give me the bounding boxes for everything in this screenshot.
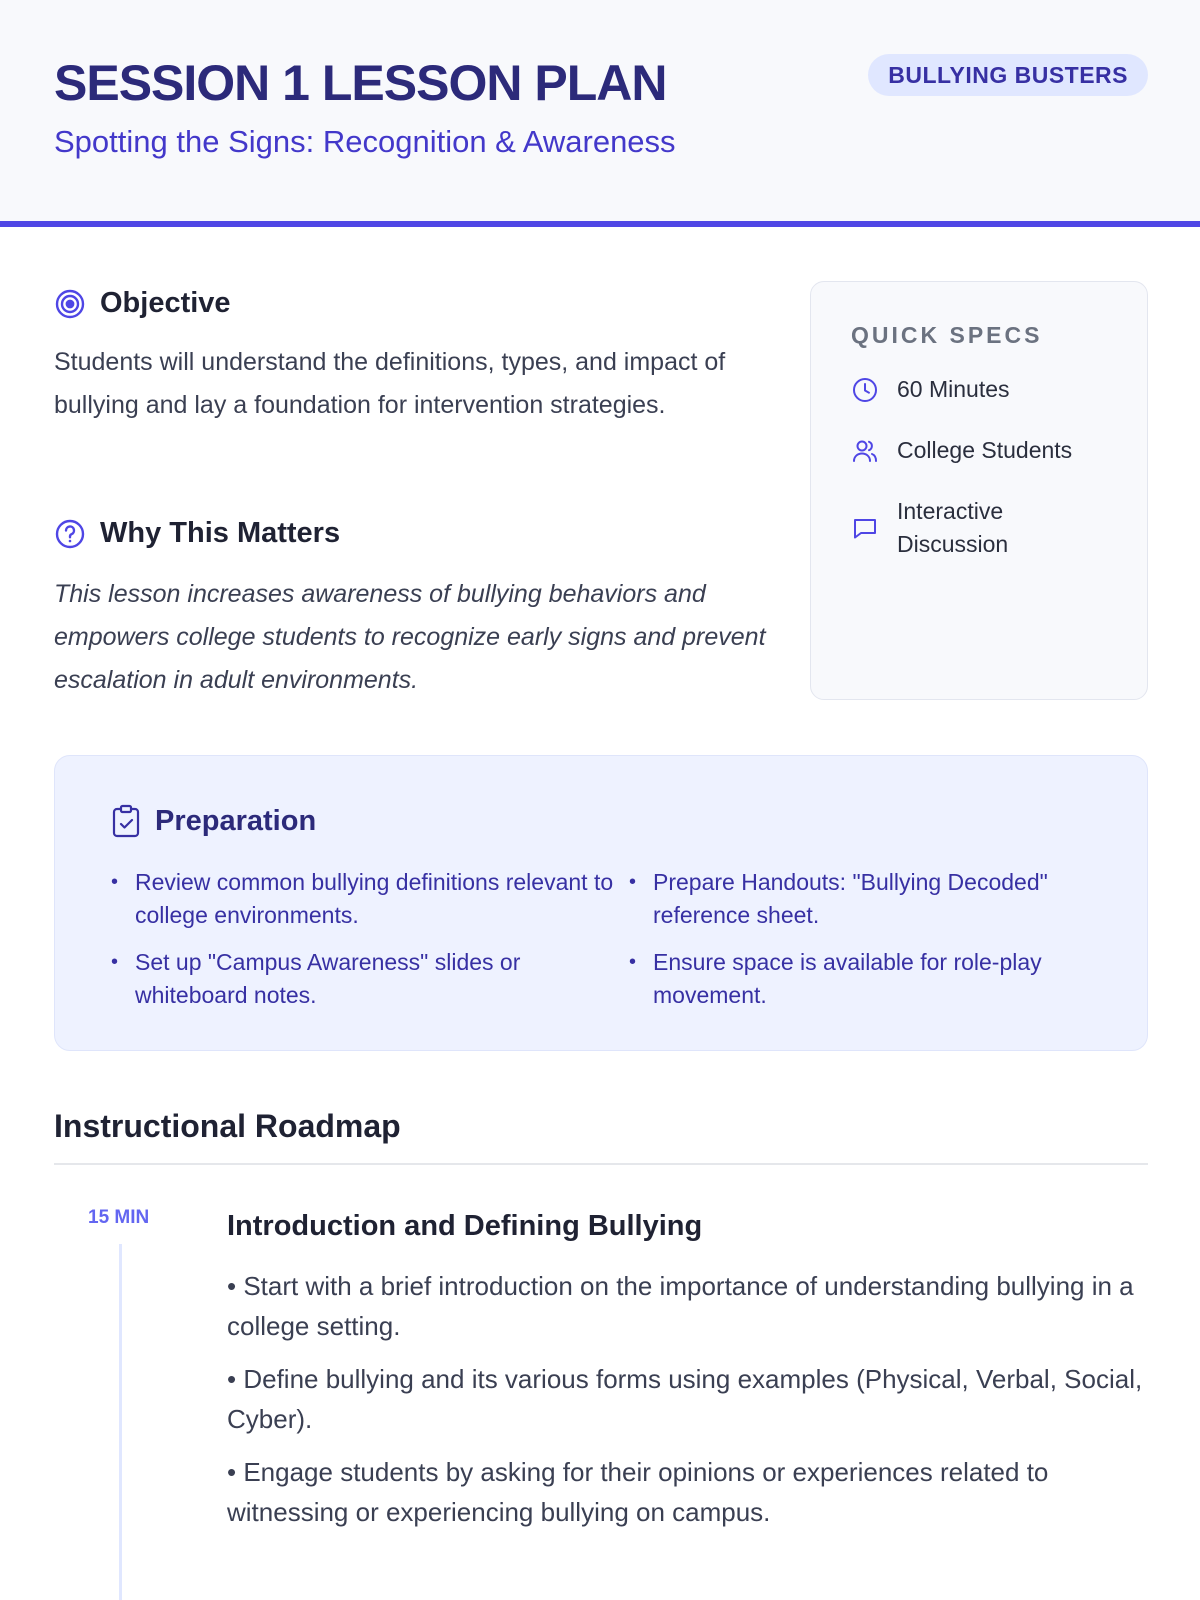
clock-icon — [851, 376, 879, 404]
spec-duration-label: 60 Minutes — [897, 376, 1010, 402]
why-heading-label: Why This Matters — [100, 517, 341, 549]
preparation-heading-label: Preparation — [155, 804, 317, 837]
chat-bubble-icon — [851, 514, 879, 542]
step-title: Introduction and Defining Bullying — [227, 1210, 703, 1242]
spec-format — [851, 495, 1147, 561]
spec-audience — [851, 434, 1147, 467]
list-item: • Start with a brief introduction on the importance of understanding bullying in a college setting. — [227, 1271, 1134, 1341]
program-badge: BULLYING BUSTERS — [868, 54, 1148, 96]
page-header — [0, 0, 1200, 227]
target-icon — [54, 288, 86, 320]
users-icon — [851, 437, 879, 465]
preparation-panel — [54, 755, 1148, 1051]
why-heading — [54, 517, 340, 550]
list-item: • Ensure space is available for role-play movement. — [629, 949, 1042, 1008]
step-list — [227, 1266, 1152, 1545]
list-item: • Review common bullying definitions relevant to college environments. — [111, 869, 614, 928]
roadmap-divider — [54, 1163, 1148, 1165]
question-circle-icon — [54, 518, 86, 550]
list-item: • Engage students by asking for their opinions or experiences related to witnessing or experiencing bullying on campus. — [227, 1457, 1049, 1527]
roadmap-title: Instructional Roadmap — [54, 1108, 401, 1144]
preparation-list — [111, 866, 1111, 1012]
quick-specs-title: QUICK SPECS — [851, 322, 1043, 348]
list-item: • Prepare Handouts: "Bullying Decoded" reference sheet. — [629, 869, 1048, 928]
why-text: This lesson increases awareness of bullying behaviors and empowers college students to recognize early signs and prevent escalation in adult environments. — [54, 580, 766, 694]
objective-heading-label: Objective — [100, 287, 231, 319]
spec-format-label: Interactive Discussion — [897, 498, 1009, 557]
timeline-line — [119, 1244, 122, 1600]
page-title: SESSION 1 LESSON PLAN — [54, 55, 667, 111]
step-time-label: 15 MIN — [88, 1207, 150, 1228]
spec-audience-label: College Students — [897, 437, 1073, 463]
objective-heading — [54, 287, 231, 320]
clipboard-check-icon — [111, 804, 141, 838]
page-subtitle: Spotting the Signs: Recognition & Awareness — [54, 124, 676, 159]
list-item: • Define bullying and its various forms using examples (Physical, Verbal, Social, Cyber). — [227, 1364, 1143, 1434]
objective-text: Students will understand the definitions, types, and impact of bullying and lay a foundation for intervention strategies. — [54, 348, 726, 419]
list-item: • Set up "Campus Awareness" slides or whiteboard notes. — [111, 949, 521, 1008]
spec-duration — [851, 373, 1147, 406]
preparation-heading — [111, 804, 316, 838]
quick-specs-card — [810, 281, 1148, 700]
